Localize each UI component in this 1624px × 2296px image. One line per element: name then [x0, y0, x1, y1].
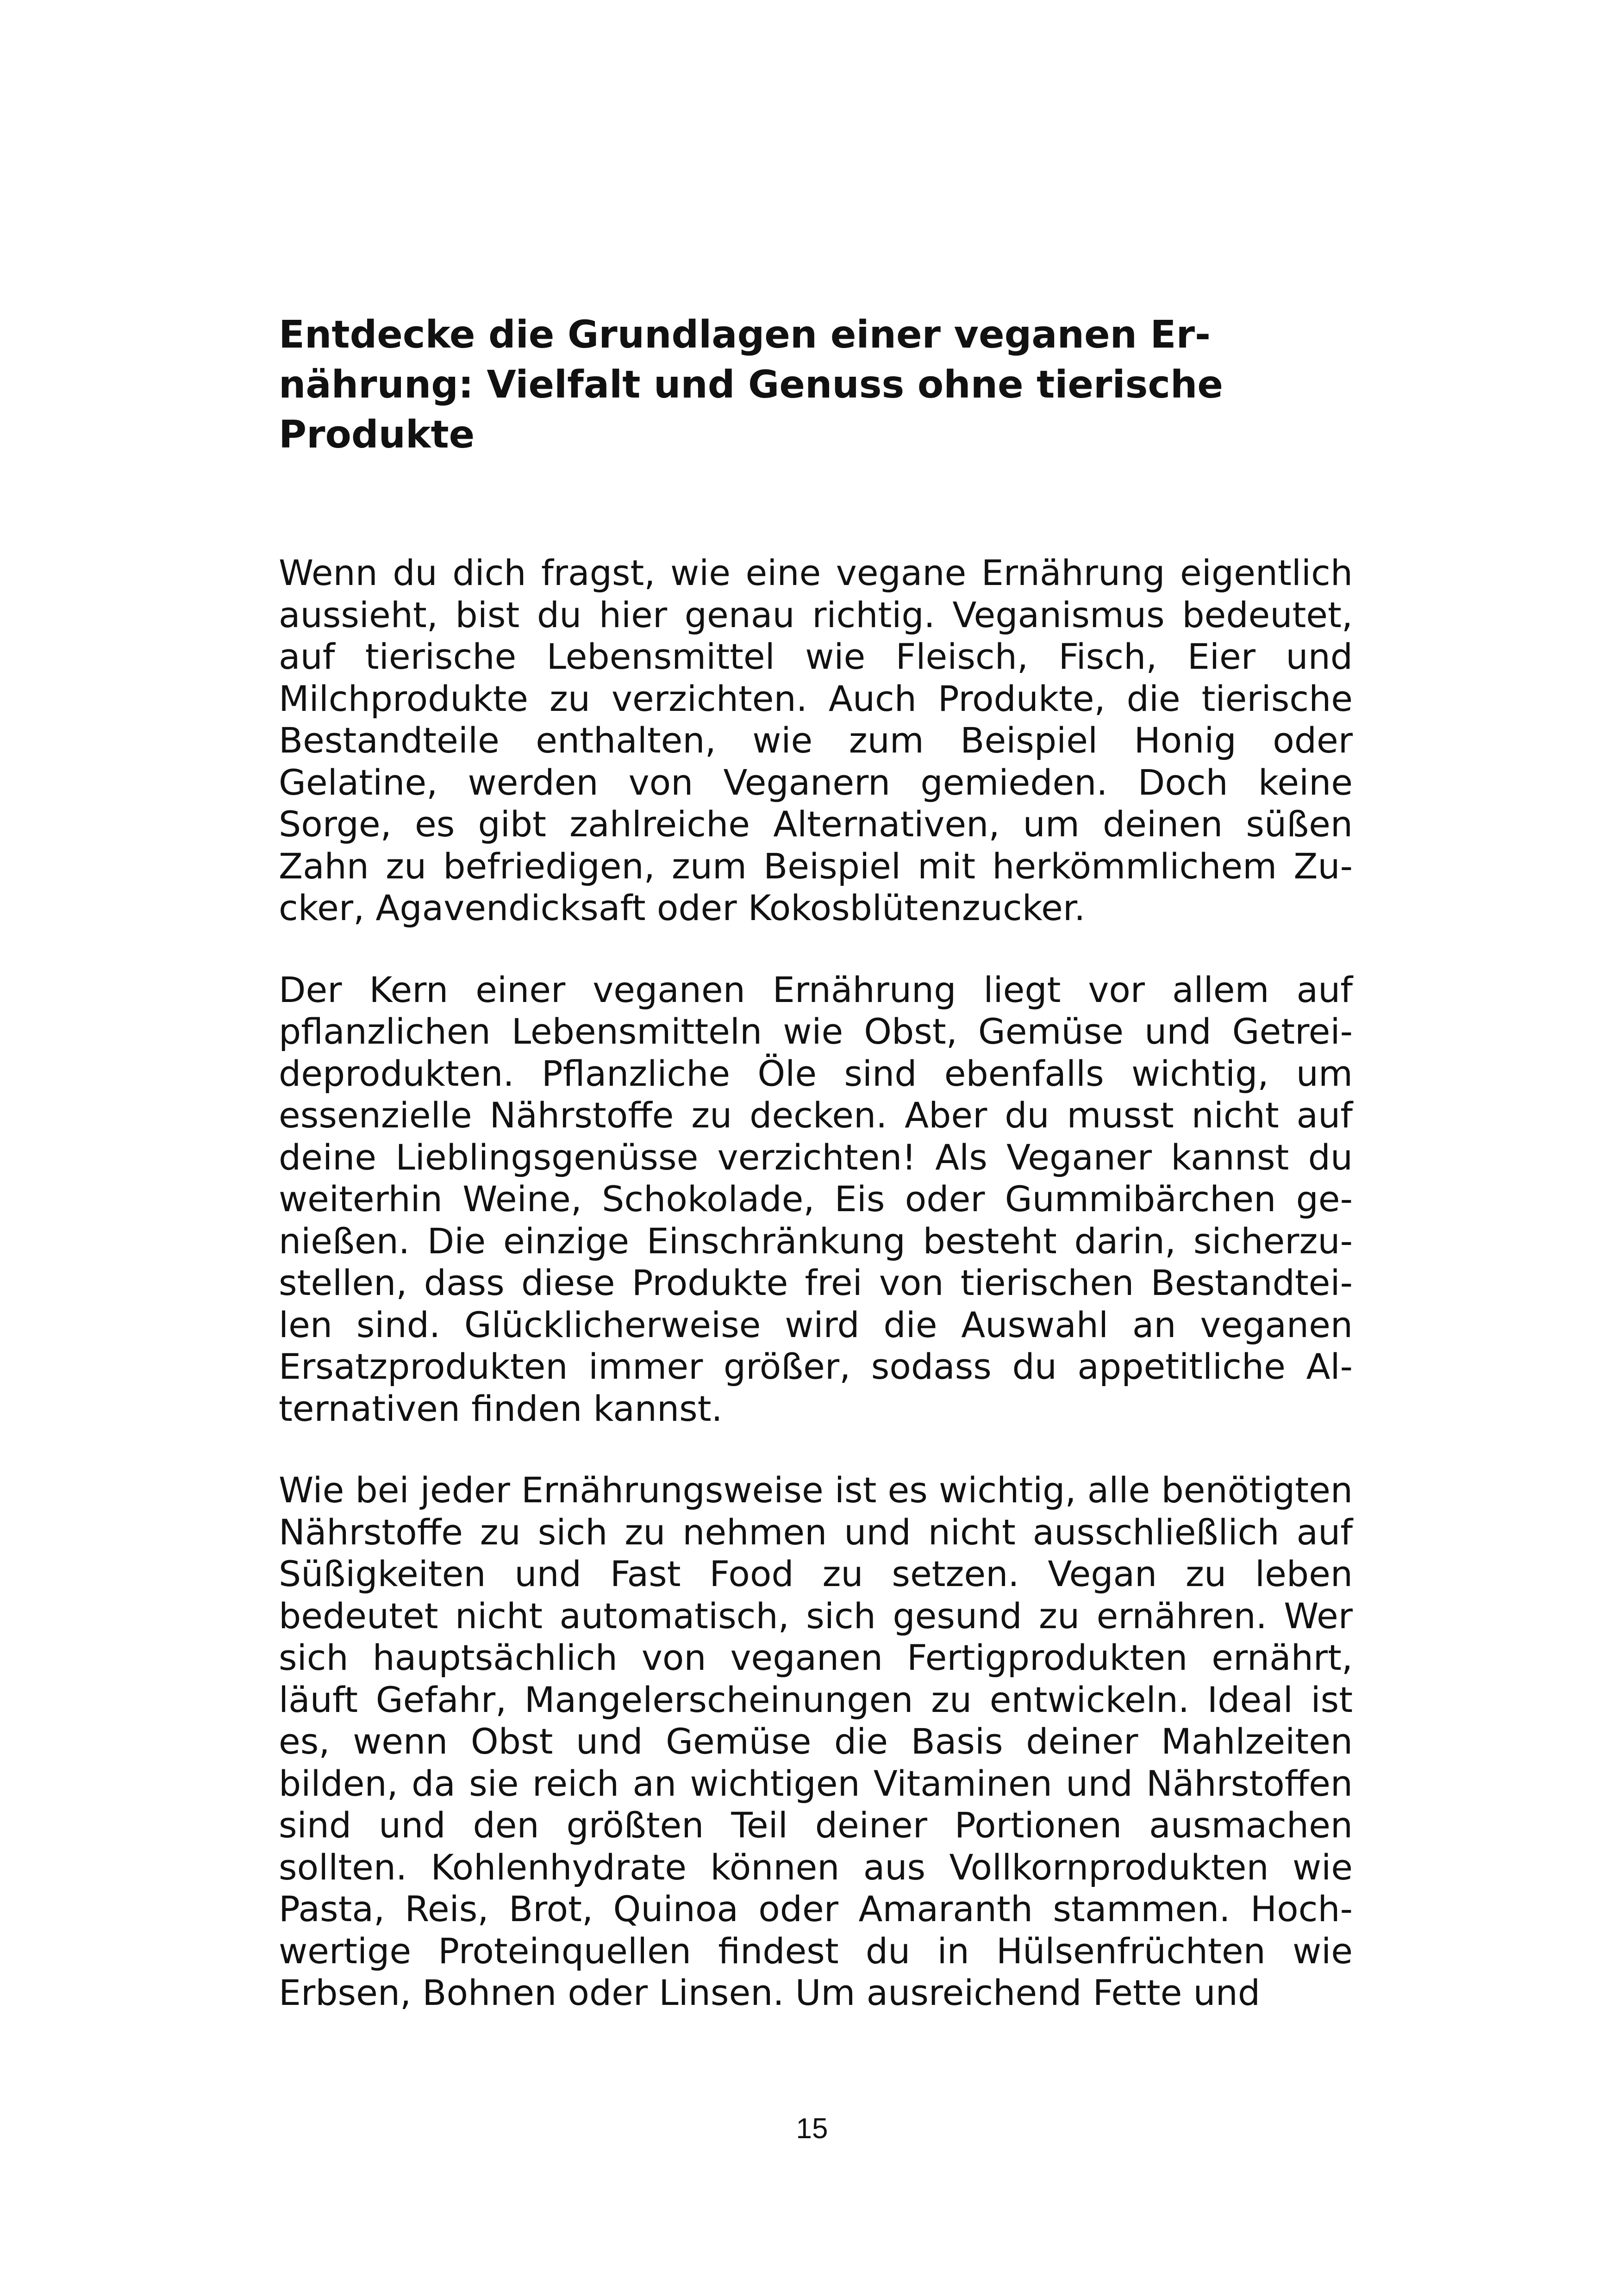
page-content: [279, 310, 1353, 2014]
body-paragraph-1: Wenn du dich fragst, wie eine vegane Ernährung eigentlich aussieht, bist du hier genau richtig. Veganismus bedeutet, auf tierische Lebensmittel wie Fleisch, Fisch, Eier und Milchprodukte zu verzichten. Auch Produkte, die tierische Bestandteile enthalten, wie zum Beispiel Honig oder Gelatine, werden von Veganern gemieden. Doch keine Sorge, es gibt zahlreiche Alternativen, um deinen süßen Zahn zu befriedigen, zum Beispiel mit herkömmlichem Zucker, Agavendicksaft oder Kokosblütenzucker.: [279, 552, 1353, 928]
page-number: 15: [796, 2113, 828, 2145]
body-paragraph-3: Wie bei jeder Ernährungsweise ist es wichtig, alle benötigten Nährstoffe zu sich zu nehmen und nicht ausschließlich auf Süßigkeiten und Fast Food zu setzen. Vegan zu leben bedeutet nicht automatisch, sich gesund zu ernähren. Wer sich hauptsächlich von veganen Fertigprodukten ernährt, läuft Gefahr, Mangelerscheinungen zu entwickeln. Ideal ist es, wenn Obst und Gemüse die Basis deiner Mahlzeiten bilden, da sie reich an wichtigen Vitaminen und Nährstoffen sind und den größten Teil deiner Portionen ausmachen sollten. Kohlenhydrate können aus Vollkornprodukten wie Pasta, Reis, Brot, Quinoa oder Amaranth stammen. Hochwertige Proteinquellen findest du in Hülsenfrüchten wie Erbsen, Bohnen oder Linsen. Um ausreichend Fette und: [279, 1469, 1353, 2013]
chapter-title: Entdecke die Grundlagen einer veganen Ernährung: Vielfalt und Genuss ohne tierische Produkte: [279, 313, 1223, 457]
body-paragraph-2: Der Kern einer veganen Ernährung liegt vor allem auf pflanzlichen Lebensmitteln wie Obst, Gemüse und Getreideprodukten. Pflanzliche Öle sind ebenfalls wichtig, um essenzielle Nährstoffe zu decken. Aber du musst nicht auf deine Lieblingsgenüsse verzichten! Als Veganer kannst du weiterhin Weine, Schokolade, Eis oder Gummibärchen genießen. Die einzige Einschränkung besteht darin, sicherzustellen, dass diese Produkte frei von tierischen Bestandteilen sind. Glücklicherweise wird die Auswahl an veganen Ersatzprodukten immer größer, sodass du appetitliche Alternativen finden kannst.: [279, 969, 1353, 1429]
